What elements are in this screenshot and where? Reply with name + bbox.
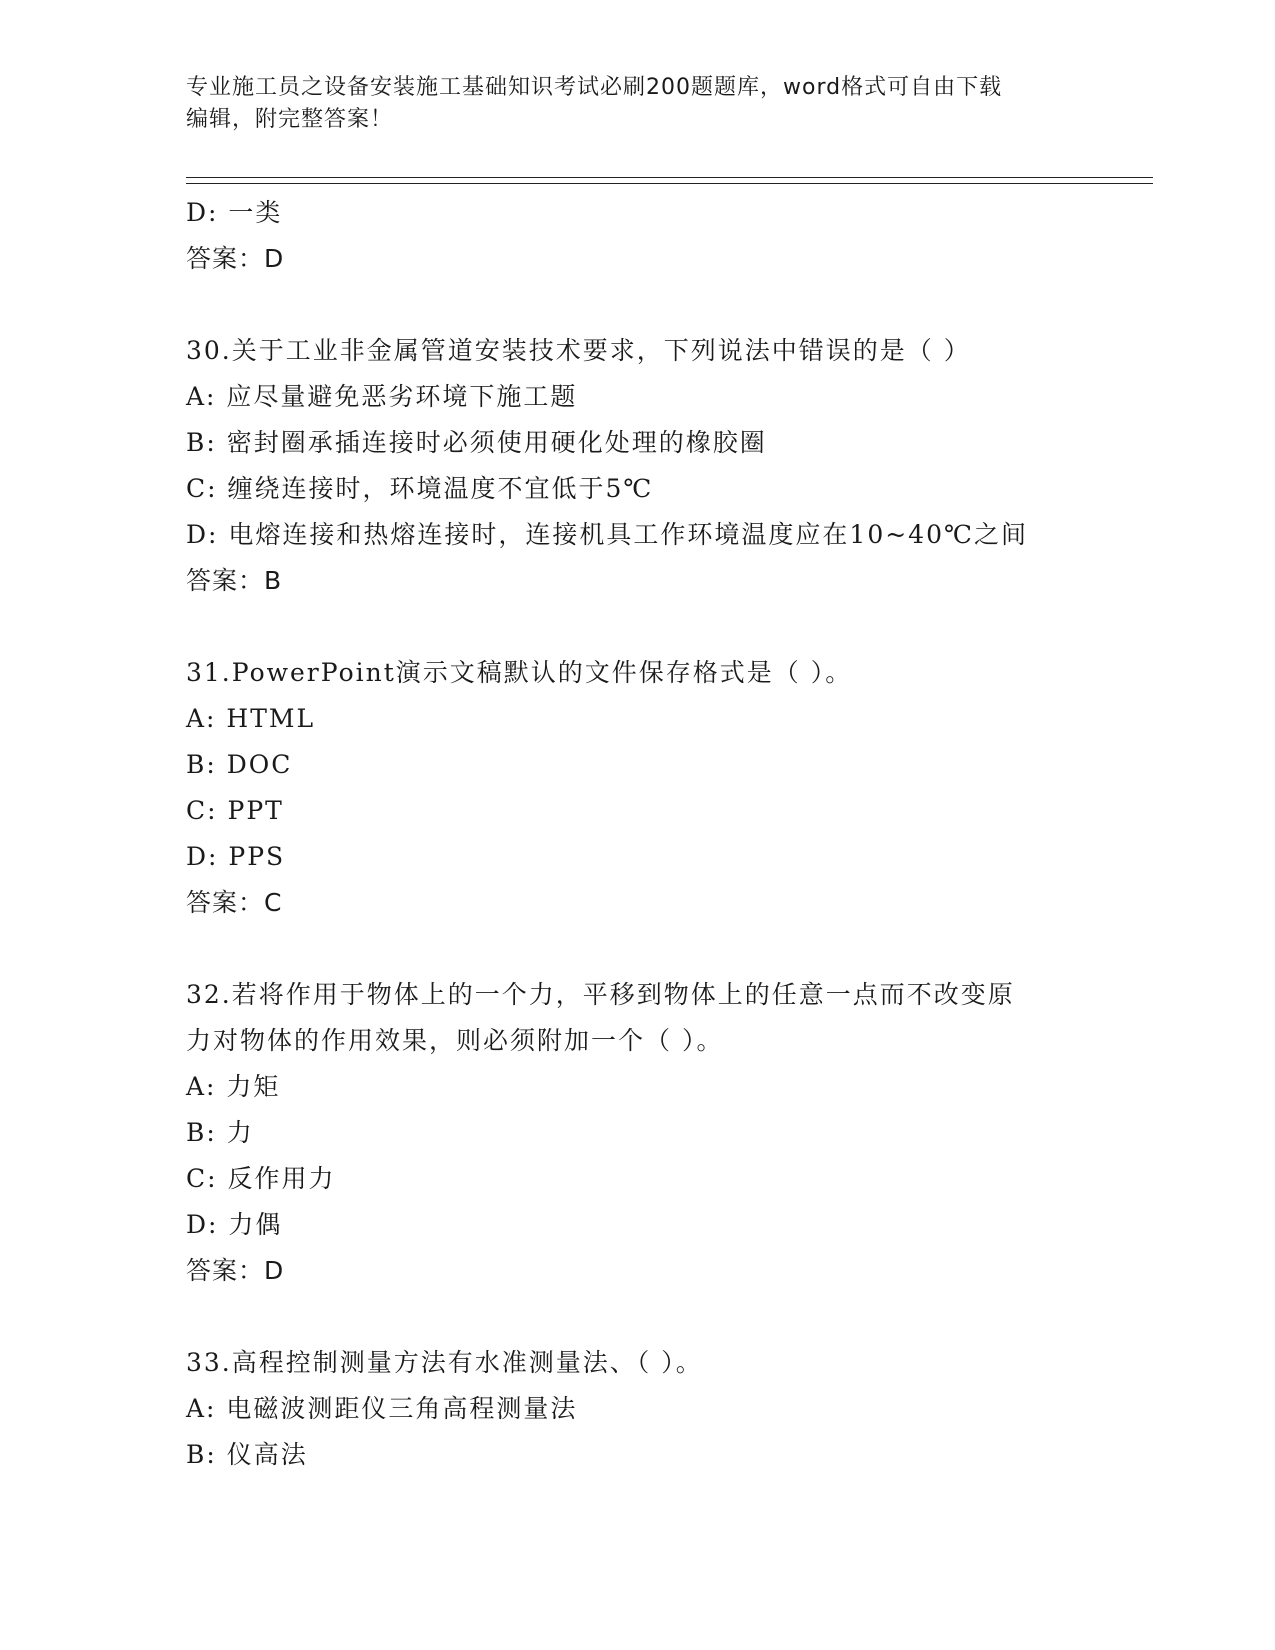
question-stem: 30.关于工业非金属管道安装技术要求，下列说法中错误的是（ ） [186,336,971,365]
spacer [186,604,1086,650]
question-stem-line-1: 32.若将作用于物体上的一个力，平移到物体上的任意一点而不改变原 [186,980,1015,1009]
question-31 [186,650,1086,926]
question-stem-line-2: 力对物体的作用效果，则必须附加一个（ ）。 [186,1026,724,1055]
option-a: A: 电磁波测距仪三角高程测量法 [186,1394,578,1423]
option-a: A: 力矩 [186,1072,281,1101]
answer-line: 答案：B [186,566,283,595]
spacer [186,282,1086,328]
option-c: C: 反作用力 [186,1164,336,1193]
question-block-partial [186,190,1086,282]
option-b: B: 密封圈承插连接时必须使用硬化处理的橡胶圈 [186,428,767,457]
option-d: D: PPS [186,842,286,871]
option-d: D: 一类 [186,198,283,227]
header-divider-top [186,177,1153,178]
document-header [186,72,1066,136]
question-33 [186,1340,1086,1478]
question-list [186,190,1086,1478]
option-a: A: 应尽量避免恶劣环境下施工题 [186,382,578,411]
header-divider-bottom [186,183,1153,184]
answer-line: 答案：C [186,888,283,917]
question-stem: 33.高程控制测量方法有水准测量法、（ ）。 [186,1348,703,1377]
answer-line: 答案：D [186,244,285,273]
answer-line: 答案：D [186,1256,285,1285]
question-30 [186,328,1086,604]
header-line-1: 专业施工员之设备安装施工基础知识考试必刷200题题库，word格式可自由下载 [186,75,1003,100]
spacer [186,1294,1086,1340]
question-stem: 31.PowerPoint演示文稿默认的文件保存格式是（ ）。 [186,658,853,687]
question-32 [186,972,1086,1294]
option-b: B: 力 [186,1118,254,1147]
option-a: A: HTML [186,704,316,733]
option-c: C: 缠绕连接时，环境温度不宜低于5℃ [186,474,654,503]
option-d: D: 电熔连接和热熔连接时，连接机具工作环境温度应在10~40℃之间 [186,520,1028,549]
option-d: D: 力偶 [186,1210,283,1239]
option-c: C: PPT [186,796,284,825]
header-line-2: 编辑，附完整答案！ [186,107,394,132]
option-b: B: 仪高法 [186,1440,308,1469]
spacer [186,926,1086,972]
option-b: B: DOC [186,750,293,779]
